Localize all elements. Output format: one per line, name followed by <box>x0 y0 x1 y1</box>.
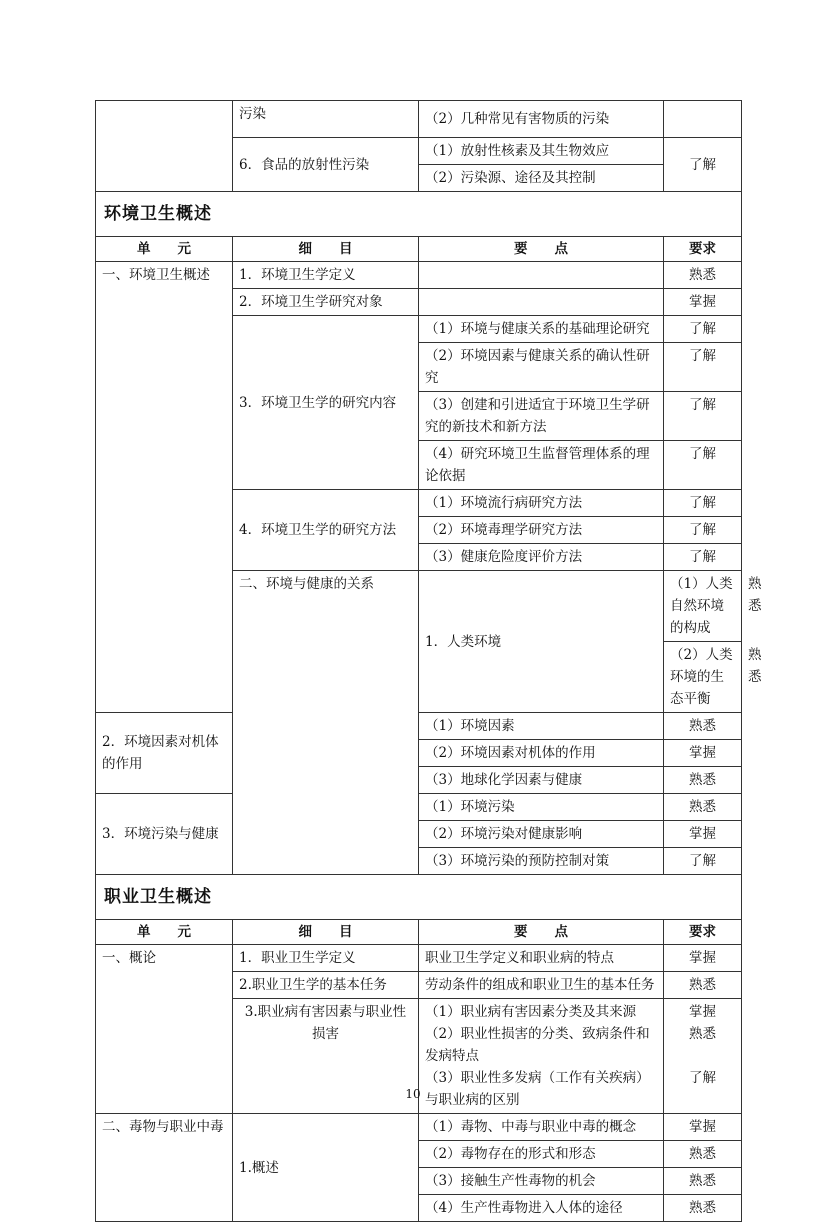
requirement-cell: 了解 <box>664 343 742 392</box>
requirement-cell: 熟悉 <box>664 1141 742 1168</box>
detail-cell: 污染 <box>233 101 419 138</box>
section-title: 环境卫生概述 <box>96 192 742 237</box>
requirement-cell <box>664 101 742 138</box>
unit-cell: 一、概论 <box>96 945 233 1114</box>
requirement-cell: 掌握 <box>664 1114 742 1141</box>
detail-cell: 2．环境卫生学研究对象 <box>233 289 419 316</box>
table-row <box>96 101 742 138</box>
header-point: 要 点 <box>419 920 664 945</box>
detail-cell: 1．人类环境 <box>419 571 664 713</box>
point-cell: （2）环境毒理学研究方法 <box>419 517 664 544</box>
point-cell: （3）环境污染的预防控制对策 <box>419 848 664 875</box>
header-unit: 单 元 <box>96 920 233 945</box>
unit-cell <box>96 101 233 192</box>
point-cell: 职业卫生学定义和职业病的特点 <box>419 945 664 972</box>
point-cell: （3）接触生产性毒物的机会 <box>419 1168 664 1195</box>
point-cell: （1）环境流行病研究方法 <box>419 490 664 517</box>
table-row: （2）人类环境的生态平衡 熟悉 <box>96 642 742 713</box>
requirement-cell: 熟悉 <box>664 262 742 289</box>
requirement-cell: 掌握 <box>664 289 742 316</box>
point-cell: （4）生产性毒物进入人体的途径 <box>419 1195 664 1222</box>
requirement-cell: 熟悉 <box>664 1195 742 1222</box>
point-cell: 劳动条件的组成和职业卫生的基本任务 <box>419 972 664 999</box>
requirement-line: 熟悉 <box>689 1026 716 1042</box>
requirement-cell: 熟悉 <box>664 1168 742 1195</box>
point-cell <box>419 262 664 289</box>
detail-cell: 1．职业卫生学定义 <box>233 945 419 972</box>
requirement-line: 了解 <box>689 1070 716 1086</box>
point-line: （1）职业病有害因素分类及其来源 <box>425 1004 637 1020</box>
header-detail: 细 目 <box>233 237 419 262</box>
requirement-cell: 了解 <box>664 441 742 490</box>
table-row <box>96 1114 742 1141</box>
section-row <box>96 875 742 920</box>
point-cell: （2）几种常见有害物质的污染 <box>419 101 664 138</box>
point-cell <box>419 289 664 316</box>
requirement-cell: 了解 <box>664 544 742 571</box>
header-requirement: 要求 <box>664 237 742 262</box>
requirement-cell: 熟悉 <box>664 713 742 740</box>
unit-cell: 二、环境与健康的关系 <box>233 571 419 875</box>
detail-cell: 4．环境卫生学的研究方法 <box>233 490 419 571</box>
point-cell: （1）放射性核素及其生物效应 <box>419 138 664 165</box>
requirement-cell: 了解 <box>664 316 742 343</box>
point-cell: （2）环境因素对机体的作用 <box>419 740 664 767</box>
table-row <box>96 794 742 821</box>
point-cell: （2）人类环境的生态平衡 <box>664 642 742 713</box>
point-cell: （2）污染源、途径及其控制 <box>419 165 664 192</box>
unit-cell: 二、毒物与职业中毒 <box>96 1114 233 1222</box>
requirement-cell: 掌握 <box>664 740 742 767</box>
requirement-line: 掌握 <box>689 1004 716 1020</box>
requirement-cell: 熟悉 <box>664 767 742 794</box>
detail-cell: 3．环境卫生学的研究内容 <box>233 316 419 490</box>
point-cell: （3）创建和引进适宜于环境卫生学研究的新技术和新方法 <box>419 392 664 441</box>
point-cell: （3）地球化学因素与健康 <box>419 767 664 794</box>
page-number: 10 <box>405 1087 421 1101</box>
requirement-cell: 了解 <box>664 848 742 875</box>
requirement-cell: 熟悉 <box>664 794 742 821</box>
point-line: （3）职业性多发病（工作有关疾病）与职业病的区别 <box>425 1070 650 1108</box>
requirement-cell: 了解 <box>664 138 742 192</box>
requirement-cell: 了解 <box>664 392 742 441</box>
point-cell: （3）健康危险度评价方法 <box>419 544 664 571</box>
requirement-cell: 熟悉 <box>664 972 742 999</box>
unit-cell: 一、环境卫生概述 <box>96 262 233 713</box>
detail-cell: 1.概述 <box>233 1114 419 1222</box>
detail-cell: 2.职业卫生学的基本任务 <box>233 972 419 999</box>
header-point: 要 点 <box>419 237 664 262</box>
detail-cell: 6．食品的放射性污染 <box>233 138 419 192</box>
point-line: （2）职业性损害的分类、致病条件和发病特点 <box>425 1026 650 1064</box>
header-row <box>96 237 742 262</box>
detail-cell: 3.职业病有害因素与职业性损害 <box>233 999 419 1114</box>
point-cell: （1）毒物、中毒与职业中毒的概念 <box>419 1114 664 1141</box>
detail-cell: 3．环境污染与健康 <box>96 794 233 875</box>
point-cell: （4）研究环境卫生监督管理体系的理论依据 <box>419 441 664 490</box>
point-cell: （2）环境污染对健康影响 <box>419 821 664 848</box>
table-row <box>96 713 742 740</box>
header-row <box>96 920 742 945</box>
point-cell: （2）环境因素与健康关系的确认性研究 <box>419 343 664 392</box>
table-row: 二、环境与健康的关系 1．人类环境 （1）人类自然环境的构成 熟悉 <box>96 571 742 642</box>
header-requirement: 要求 <box>664 920 742 945</box>
requirement-cell: 了解 <box>664 517 742 544</box>
detail-cell: 2．环境因素对机体的作用 <box>96 713 233 794</box>
requirement-cell: 掌握 <box>664 945 742 972</box>
syllabus-table <box>95 100 762 1222</box>
header-unit: 单 元 <box>96 237 233 262</box>
section-row <box>96 192 742 237</box>
requirement-cell: 了解 <box>664 490 742 517</box>
detail-cell: 1．环境卫生学定义 <box>233 262 419 289</box>
table-row <box>96 262 742 289</box>
section-title: 职业卫生概述 <box>96 875 742 920</box>
requirement-cell: 掌握 <box>664 821 742 848</box>
point-cell: （1）环境因素 <box>419 713 664 740</box>
point-cell: （2）毒物存在的形式和形态 <box>419 1141 664 1168</box>
point-cell: （1）环境污染 <box>419 794 664 821</box>
point-cell: （1）环境与健康关系的基础理论研究 <box>419 316 664 343</box>
table-row <box>96 945 742 972</box>
point-cell: （1）人类自然环境的构成 <box>664 571 742 642</box>
header-detail: 细 目 <box>233 920 419 945</box>
